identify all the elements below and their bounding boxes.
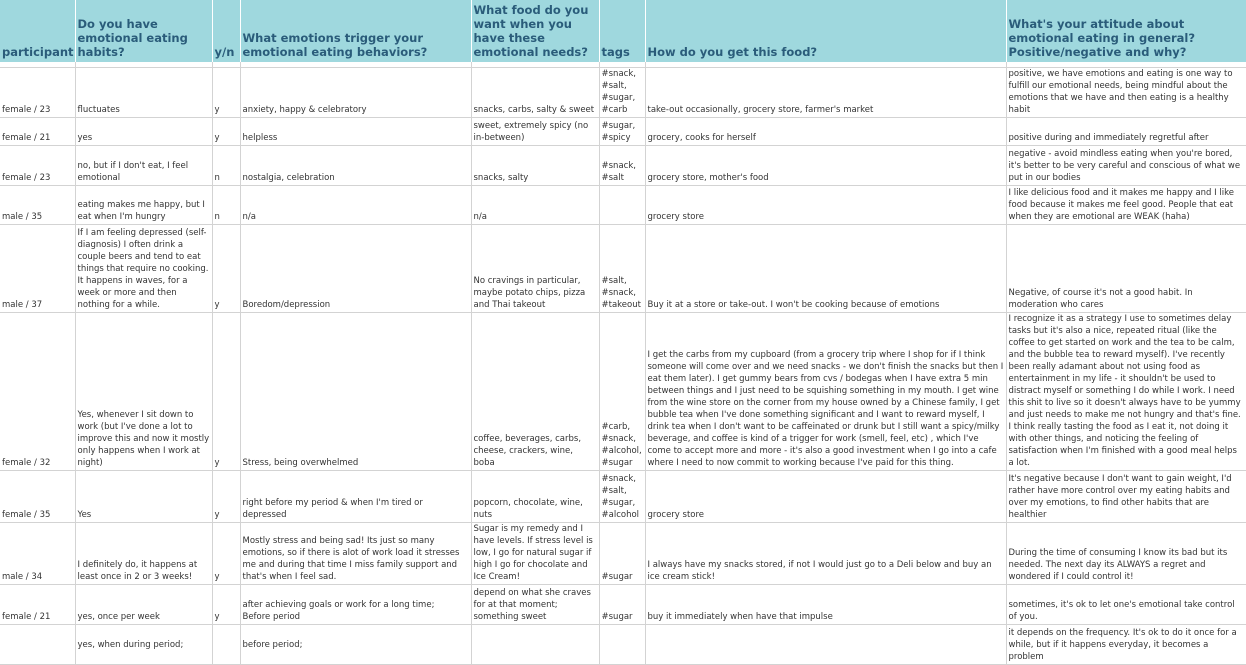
- table-cell[interactable]: eating makes me happy, but I eat when I'm hungry: [75, 186, 212, 225]
- table-cell[interactable]: snacks, salty: [471, 146, 599, 186]
- table-cell[interactable]: [212, 625, 240, 665]
- table-cell[interactable]: after achieving goals or work for a long time; Before period: [240, 585, 471, 625]
- table-cell[interactable]: positive during and immediately regretful after: [1006, 118, 1246, 146]
- table-cell[interactable]: female / 21: [0, 585, 75, 625]
- table-row: [0, 118, 1246, 146]
- table-cell[interactable]: y: [212, 585, 240, 625]
- table-cell[interactable]: take-out occasionally, grocery store, farmer's market: [645, 68, 1006, 118]
- table-cell[interactable]: female / 21: [0, 118, 75, 146]
- table-cell[interactable]: Boredom/depression: [240, 225, 471, 313]
- table-cell[interactable]: [599, 625, 645, 665]
- table-cell[interactable]: #snack, #salt, #sugar, #carb: [599, 68, 645, 118]
- table-cell[interactable]: n/a: [471, 186, 599, 225]
- table-cell[interactable]: Stress, being overwhelmed: [240, 313, 471, 471]
- table-cell[interactable]: y: [212, 225, 240, 313]
- column-header-participant[interactable]: participant: [0, 0, 75, 62]
- table-cell[interactable]: #carb, #snack, #alcohol, #sugar: [599, 313, 645, 471]
- table-cell[interactable]: right before my period & when I'm tired or depressed: [240, 471, 471, 523]
- table-cell[interactable]: before period;: [240, 625, 471, 665]
- column-header-tags[interactable]: tags: [599, 0, 645, 62]
- table-cell[interactable]: female / 23: [0, 68, 75, 118]
- table-cell[interactable]: sweet, extremely spicy (no in-between): [471, 118, 599, 146]
- table-cell[interactable]: popcorn, chocolate, wine, nuts: [471, 471, 599, 523]
- table-cell[interactable]: sometimes, it's ok to let one's emotional take control of you.: [1006, 585, 1246, 625]
- table-cell[interactable]: [599, 186, 645, 225]
- table-cell[interactable]: Buy it at a store or take-out. I won't be cooking because of emotions: [645, 225, 1006, 313]
- table-cell[interactable]: Yes: [75, 471, 212, 523]
- table-cell[interactable]: #sugar, #spicy: [599, 118, 645, 146]
- table-cell[interactable]: coffee, beverages, carbs, cheese, crackers, wine, boba: [471, 313, 599, 471]
- table-cell[interactable]: male / 34: [0, 523, 75, 585]
- table-cell[interactable]: yes, when during period;: [75, 625, 212, 665]
- column-header-how-get-food[interactable]: How do you get this food?: [645, 0, 1006, 62]
- table-cell[interactable]: negative - avoid mindless eating when you're bored, it's better to be very careful and conscious of what we put in our bodies: [1006, 146, 1246, 186]
- table-cell[interactable]: nostalgia, celebration: [240, 146, 471, 186]
- table-cell[interactable]: It's negative because I don't want to gain weight, I'd rather have more control over my eating habits and over my emotions, to find other habits that are healthier: [1006, 471, 1246, 523]
- table-cell[interactable]: no, but if I don't eat, I feel emotional: [75, 146, 212, 186]
- table-cell[interactable]: y: [212, 523, 240, 585]
- table-cell[interactable]: y: [212, 68, 240, 118]
- table-cell[interactable]: #sugar: [599, 523, 645, 585]
- column-header-emotion-triggers[interactable]: What emotions trigger your emotional eating behaviors?: [240, 0, 471, 62]
- table-cell[interactable]: #snack, #salt, #sugar, #alcohol: [599, 471, 645, 523]
- column-header-emotional-eating-habits[interactable]: Do you have emotional eating habits?: [75, 0, 212, 62]
- table-cell[interactable]: Negative, of course it's not a good habit. In moderation who cares: [1006, 225, 1246, 313]
- table-row: [0, 225, 1246, 313]
- table-row: [0, 585, 1246, 625]
- table-cell[interactable]: female / 35: [0, 471, 75, 523]
- table-cell[interactable]: snacks, carbs, salty & sweet: [471, 68, 599, 118]
- table-row: [0, 146, 1246, 186]
- table-cell[interactable]: helpless: [240, 118, 471, 146]
- table-cell[interactable]: grocery store: [645, 186, 1006, 225]
- table-cell[interactable]: grocery, cooks for herself: [645, 118, 1006, 146]
- table-cell[interactable]: Sugar is my remedy and I have levels. If stress level is low, I go for natural sugar if high I go for chocolate and Ice Cream!: [471, 523, 599, 585]
- table-cell[interactable]: female / 32: [0, 313, 75, 471]
- table-row: [0, 471, 1246, 523]
- table-cell[interactable]: yes, once per week: [75, 585, 212, 625]
- table-cell[interactable]: #sugar: [599, 585, 645, 625]
- table-cell[interactable]: I definitely do, it happens at least once in 2 or 3 weeks!: [75, 523, 212, 585]
- table-row: [0, 625, 1246, 665]
- column-header-food-wanted[interactable]: What food do you want when you have these emotional needs?: [471, 0, 599, 62]
- table-row: [0, 523, 1246, 585]
- table-cell[interactable]: [471, 625, 599, 665]
- table-cell[interactable]: n/a: [240, 186, 471, 225]
- table-cell[interactable]: anxiety, happy & celebratory: [240, 68, 471, 118]
- column-header-attitude[interactable]: What's your attitude about emotional eating in general? Positive/negative and why?: [1006, 0, 1246, 62]
- table-cell[interactable]: grocery store, mother's food: [645, 146, 1006, 186]
- table-cell[interactable]: grocery store: [645, 471, 1006, 523]
- table-row: [0, 313, 1246, 471]
- table-cell[interactable]: y: [212, 471, 240, 523]
- table-cell[interactable]: yes: [75, 118, 212, 146]
- table-row: [0, 68, 1246, 118]
- table-cell[interactable]: #salt, #snack, #takeout: [599, 225, 645, 313]
- table-cell[interactable]: Mostly stress and being sad! Its just so many emotions, so if there is alot of work load it stresses me and during that time I miss family support and that's when I feel sad.: [240, 523, 471, 585]
- table-cell[interactable]: y: [212, 118, 240, 146]
- table-cell[interactable]: y: [212, 313, 240, 471]
- table-cell[interactable]: male / 37: [0, 225, 75, 313]
- table-cell[interactable]: female / 23: [0, 146, 75, 186]
- table-cell[interactable]: During the time of consuming I know its bad but its needed. The next day its ALWAYS a regret and wondered if I could control it!: [1006, 523, 1246, 585]
- table-cell[interactable]: I always have my snacks stored, if not I would just go to a Deli below and buy an ice cream stick!: [645, 523, 1006, 585]
- table-cell[interactable]: positive, we have emotions and eating is one way to fulfill our emotional needs, being mindful about the emotions that we have and then eating is a healthy habit: [1006, 68, 1246, 118]
- table-cell[interactable]: n: [212, 186, 240, 225]
- table-cell[interactable]: If I am feeling depressed (self-diagnosis) I often drink a couple beers and tend to eat things that require no cooking. It happens in waves, for a week or more and then nothing for a while.: [75, 225, 212, 313]
- header-row: [0, 0, 1246, 62]
- table-cell[interactable]: Yes, whenever I sit down to work (but I've done a lot to improve this and now it mostly only happens when I work at night): [75, 313, 212, 471]
- table-cell[interactable]: n: [212, 146, 240, 186]
- table-cell[interactable]: I like delicious food and it makes me happy and I like food because it makes me feel good. People that eat when they are emotional are WEAK (haha): [1006, 186, 1246, 225]
- table-cell[interactable]: fluctuates: [75, 68, 212, 118]
- table-cell[interactable]: I get the carbs from my cupboard (from a grocery trip where I shop for if I think someone will come over and we need snacks - we don't finish the snacks but then I eat them later). I get gummy bears from cvs / bodegas when I have extra 5 min between things and I just need to be squishing something in my mouth. I get wine from the wine store on the corner from my house owned by a Chinese family, I get bubble tea when I've done something significant and I want to reward myself, I drink tea when I don't want to be caffeinated or drunk but I still want a spicy/milky beverage, and coffee is kind of a trigger for work (smell, feel, etc) , which I've come to accept more and more - it's also a good investment when I go into a cafe where I need to now commit to working because I've paid for this thing.: [645, 313, 1006, 471]
- column-header-yes-no[interactable]: y/n: [212, 0, 240, 62]
- table-cell[interactable]: [0, 625, 75, 665]
- table-cell[interactable]: #snack, #salt: [599, 146, 645, 186]
- table-cell[interactable]: male / 35: [0, 186, 75, 225]
- table-cell[interactable]: buy it immediately when have that impulse: [645, 585, 1006, 625]
- table-cell[interactable]: it depends on the frequency. It's ok to do it once for a while, but if it happens everyday, it becomes a problem: [1006, 625, 1246, 665]
- table-cell[interactable]: [645, 625, 1006, 665]
- table-row: [0, 186, 1246, 225]
- table-cell[interactable]: depend on what she craves for at that moment; something sweet: [471, 585, 599, 625]
- table-cell[interactable]: I recognize it as a strategy I use to sometimes delay tasks but it's also a nice, repeated ritual (like the coffee to get started on work and the tea to be calm, and the bubble tea to reward myself). I've recently been really adamant about not using food as entertainment in my life - it shouldn't be used to distract myself or something I do while I work. I need this shit to live so it doesn't always have to be yummy and just needs to make me not hungry and that's fine. I think really tasting the food as I eat it, not doing it with other things, and noticing the feeling of satisfaction when I'm finished with a good meal helps a lot.: [1006, 313, 1246, 471]
- table-cell[interactable]: No cravings in particular, maybe potato chips, pizza and Thai takeout: [471, 225, 599, 313]
